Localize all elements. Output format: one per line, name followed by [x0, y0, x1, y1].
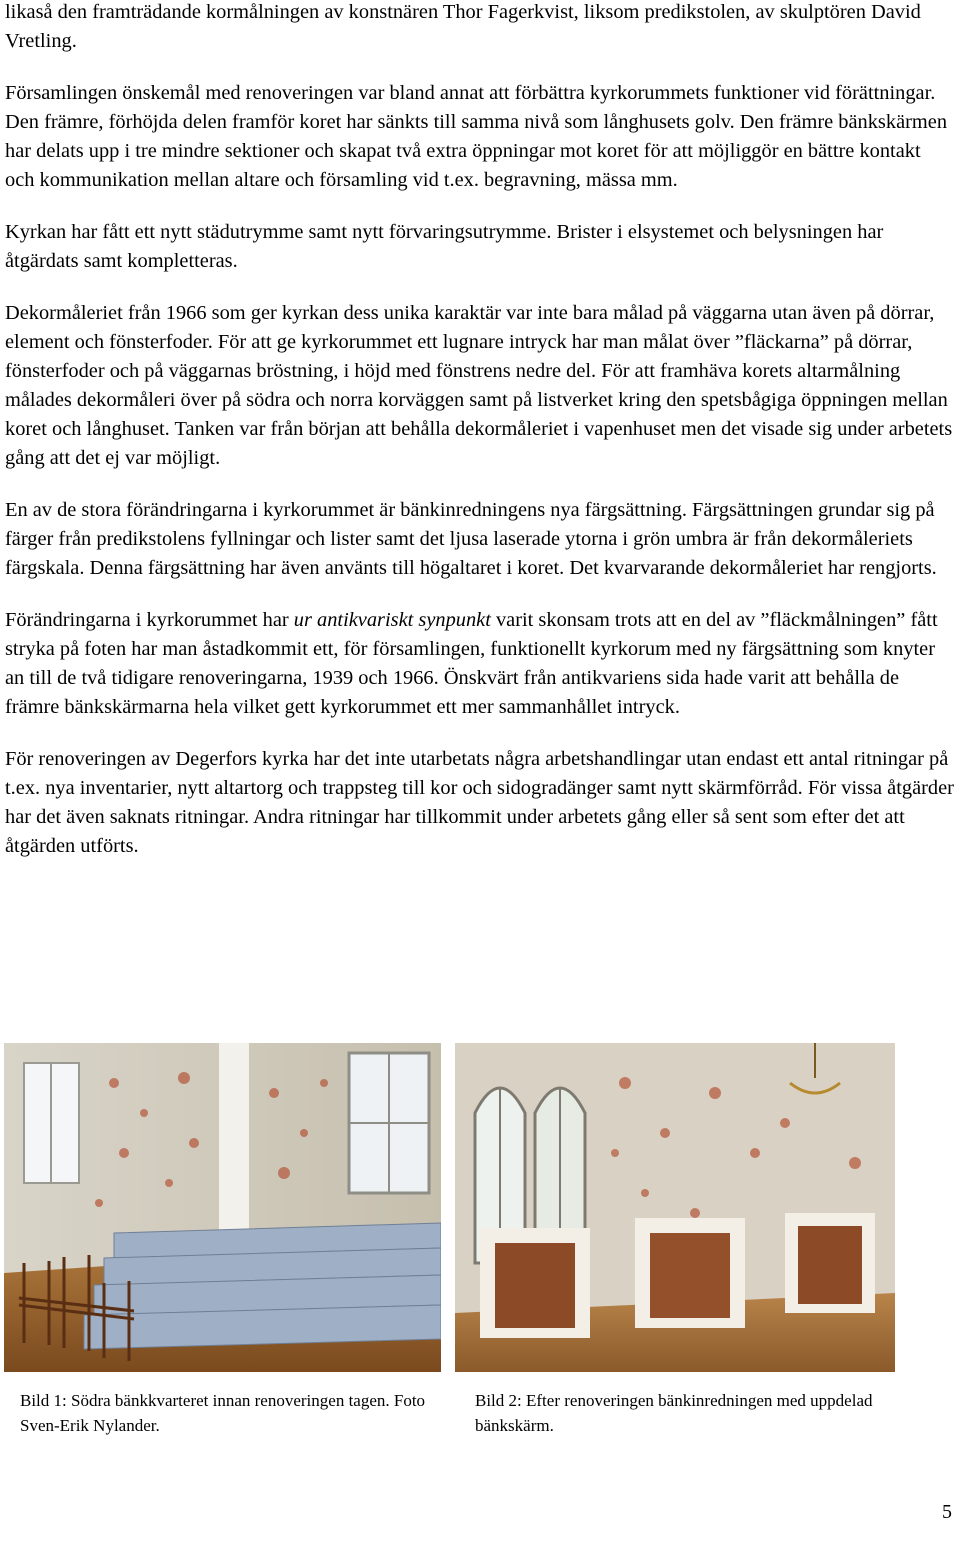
paragraph-text: Förändringarna i kyrkorummet har — [5, 609, 294, 631]
figure-caption: Bild 1: Södra bänkkvarteret innan renoveringen tagen. Foto Sven-Erik Nylander. — [20, 1391, 426, 1435]
figure-caption: Bild 2: Efter renoveringen bänkinredningen med uppdelad bänkskärm. — [475, 1391, 873, 1435]
church-pews-photo — [4, 1043, 441, 1372]
page-number: 5 — [942, 1501, 952, 1523]
figures — [0, 1043, 960, 1483]
paragraph: För renoveringen av Degerfors kyrka har det inte utarbetats några arbetshandlingar utan endast ett antal ritningar på t.ex. nya inventarier, nytt altartorg och trappsteg till kor och sidogradänger samt nytt skärmförråd. För vissa åtgärder har det även saknats ritningar. Andra ritningar har tillkommit under arbetets gång eller så sent som efter det att åtgärden utförts. — [5, 748, 954, 857]
emphasis-text: ur antikvariskt synpunkt — [293, 609, 491, 631]
paragraph: Församlingen önskemål med renoveringen var bland annat att förbättra kyrkorummets funktioner vid förättningar. Den främre, förhöjda delen framför koret har sänkts till samma nivå som långhusets golv. Den främre bänkskärmen har delats upp i tre mindre sektioner och skapat två extra öppningar mot koret för att möjliggör en bättre kontakt och kommunikation mellan altare och församling vid t.ex. begravning, mässa mm. — [5, 82, 948, 191]
paragraph: En av de stora förändringarna i kyrkorummet är bänkinredningens nya färgsättning. Färgsättningen grundar sig på färger från predikstolens fyllningar och lister samt det ljusa laserade ytorna i grön umbra är från dekormåleriets färgskala. Denna färgsättning har även använts till högaltaret i koret. Det kvarvarande dekormåleriet har rengjorts. — [5, 499, 937, 579]
paragraph: Dekormåleriet från 1966 som ger kyrkan dess unika karaktär var inte bara målad på väggarna utan även på dörrar, element och fönsterfoder. För att ge kyrkorummet ett lugnare intryck har man målat över ”fläckarna” på dörrar, fönsterfoder och på väggarnas bröstning, i höjd med fönstrens nedre del. För att framhäva korets altarmålning målades dekormåleri över på södra och norra korväggen samt på listverket kring den spetsbågiga öppningen mellan koret och långhuset. Tanken var från början att behålla dekormåleriet i vapenhuset men det visade sig under arbetets gång att det ej var möjligt. — [5, 302, 953, 469]
paragraph: likaså den framträdande kormålningen av konstnären Thor Fagerkvist, liksom predikstolen, av skulptören David Vretling. — [5, 1, 921, 52]
paragraph — [5, 606, 955, 722]
paragraph: Kyrkan har fått ett nytt städutrymme samt nytt förvaringsutrymme. Brister i elsystemet och belysningen har åtgärdats samt kompletteras. — [5, 221, 884, 272]
document-page — [5, 0, 955, 861]
renovated-pews-photo — [455, 1043, 895, 1372]
paragraph-text: varit skonsam trots att en del av ”fläckmålningen” fått stryka på foten har man åstadkommit ett, för församlingen, funktionellt kyrkorum med ny färgsättning som knyter an till de två tidigare renoveringarna, 1939 och 1966. Önskvärt från antikvariens sida hade varit att behålla de främre bänkskärmarna hela vilket gett kyrkorummet ett mer sammanhållet intryck. — [5, 609, 938, 718]
